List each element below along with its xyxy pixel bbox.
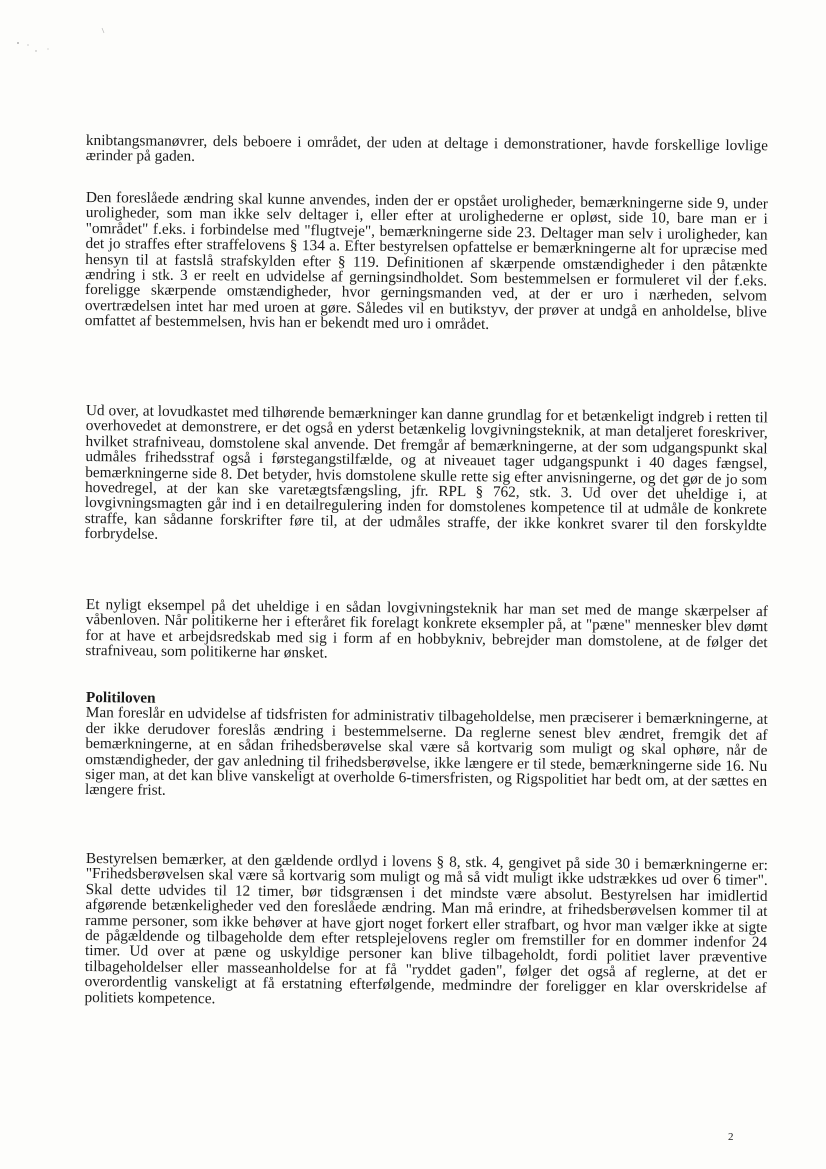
page-number: 2 — [728, 1131, 734, 1143]
section-politiloven — [85, 690, 768, 805]
section-paragraph-2: Bestyrelsen bemærker, at den gældende ordlyd i lovens § 8, stk. 4, gengivet på side 30 i bemærkningerne er: "Frihedsberøvelsen skal være så kortvarig som muligt og må så vidt muligt ikke udstrækkes ud over 6 timer". Skal dette udvides til 12 timer, bør tidsgrænsen i det mindste være absolut. Bestyrelsen har imidlertid afgørende betænkeligheder ved den foreslåede ændring. Man må erindre, at frihedsberøvelsen kommer til at ramme personer, som ikke behøver at have gjort noget forkert eller strafbart, og hvor man vælger ikke at sigte de pågældende og tilbageholde dem efter retsplejelovens regler om fremstiller for en dommer indenfor 24 timer. Ud over at pæne og uskyldige personer kan blive tilbageholdt, fordi politiet laver præventive tilbageholdelser eller masseanholdelse for at få "ryddet gaden", følger det også af reglerne, at det er overordentlig vanskeligt at få erstatning efterfølgende, medmindre der foreligger en klar overskridelse af politiets kompetence. — [84, 850, 768, 1007]
paragraph-1: knibtangsmanøvrer, dels beboere i området, der uden at deltage i demonstrationer, havde forskellige lovlige ærinder på gaden. — [85, 132, 768, 166]
paragraph-2: Den foreslåede ændring skal kunne anvendes, inden der er opstået uroligheder, bemærkningerne side 9, under uroligheder, som man ikke selv deltager i, eller efter at urolighederne er opløst, side 10, bare man er i "området" f.eks. i forbindelse med "flugtveje", bemærkningerne side 23. Deltager man selv i uroligheder, kan det jo straffes efter straffelovens § 134 a. Efter bestyrelsen opfattelse er bemærkningerne alt for upræcise med hensyn til at fastslå strafskylden efter § 119. Definitionen af skærpende omstændigheder i den påtænkte ændring i stk. 3 er reelt en udvidelse af gerningsindholdet. Som bestemmelsen er formuleret vil der f.eks. foreligge skærpende omstændigheder, hvor gerningsmanden ved, at der er uro i nærheden, selvom overtrædelsen intet har med uroen at gøre. Således vil en butikstyv, der prøver at undgå en anholdelse, blive omfattet af bestemmelsen, hvis han er bekendt med uro i området. — [84, 189, 768, 334]
paragraph-4: Et nyligt eksempel på det uheldige i en sådan lovgivningsteknik har man set med de mange skærpelser af våbenloven. Når politikerne her i efteråret fik forelagt konkrete eksempler på, at "pæne" mennesker blev dømt for at have et arbejdsredskab med sig i form af en hobbykniv, bebrejder man domstolene, at de følger det strafniveau, som politikerne har ønsket. — [85, 596, 768, 662]
section-heading: Politiloven — [85, 689, 156, 707]
section-paragraph-1: Man foreslår en udvidelse af tidsfristen for administrativ tilbageholdelse, men præciserer i bemærkningerne, at der ikke derudover foreslås ændring i bestemmelserne. Da reglerne senest blev ændret, fremgik det af bemærkningerne, at en sådan frihedsberøvelse skal være så kortvarig som muligt og skal ophøre, når de omstændigheder, der gav anledning til frihedsberøvelse, ikke længere er til stede, bemærkningerne side 16. Nu siger man, at det kan blive vanskeligt at overholde 6-timersfristen, og Rigspolitiet har bedt om, at der sættes en længere frist. — [84, 704, 768, 800]
paragraph-3: Ud over, at lovudkastet med tilhørende bemærkninger kan danne grundlag for et betænkeligt indgreb i retten til overhovedet at demonstrere, er det også en yderst betænkelig lovgivningsteknik, at man detaljeret foreskriver, hvilket strafniveau, domstolene skal anvende. Det fremgår af bemærkningerne, at der som udgangspunkt skal udmåles frihedsstraf også i førstegangstilfælde, og at niveauet tager udgangspunkt i 40 dages fængsel, bemærkningerne side 8. Det betyder, hvis domstolene skulle rette sig efter anvisningerne, og det gør de jo som hovedregel, at der kan ske varetægtsfængsling, jfr. RPL § 762, stk. 3. Ud over det uheldige i, at lovgivningsmagten går ind i en detailregulering inden for domstolenes kompetence til at udmåle de konkrete straffe, kan sådanne forskrifter føre til, at der udmåles straffe, der ikke konkret svarer til den forskyldte forbrydelse. — [84, 402, 768, 544]
scan-specks — [10, 25, 120, 65]
